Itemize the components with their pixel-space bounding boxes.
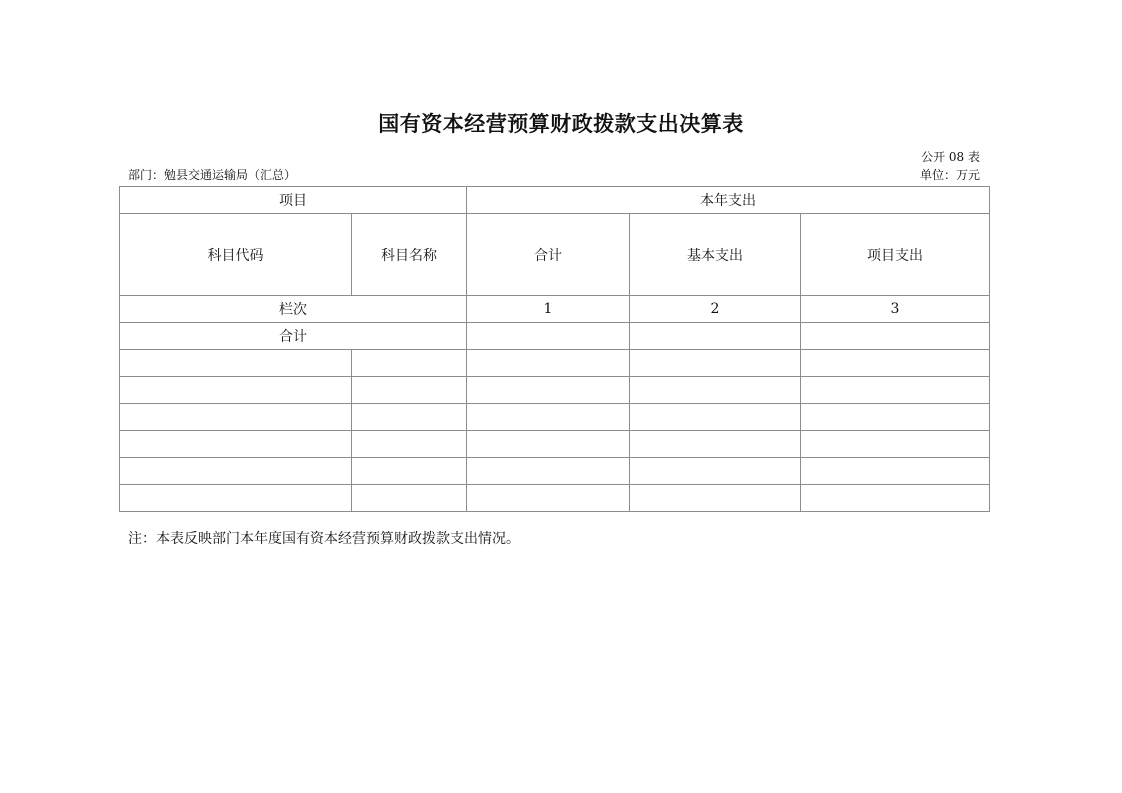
column-number-1: 1: [467, 296, 630, 323]
expenditure-table: [119, 186, 990, 512]
col-subject-code: 科目代码: [120, 214, 352, 296]
col-project-expenditure: 项目支出: [801, 214, 990, 296]
col-basic-expenditure: 基本支出: [630, 214, 801, 296]
column-number-3: 3: [801, 296, 990, 323]
table-cell: [801, 377, 990, 404]
table-cell: [630, 350, 801, 377]
form-number: 公开 08 表: [921, 150, 980, 164]
table-cell: [352, 431, 467, 458]
table-cell: [120, 458, 352, 485]
table-cell: [467, 350, 630, 377]
table-cell: [801, 323, 990, 350]
table-cell: [467, 485, 630, 512]
table-cell: [467, 323, 630, 350]
column-number-2: 2: [630, 296, 801, 323]
table-cell: [467, 377, 630, 404]
col-total: 合计: [467, 214, 630, 296]
table-cell: [120, 350, 352, 377]
table-cell: [801, 485, 990, 512]
table-cell: [630, 485, 801, 512]
table-cell: [801, 458, 990, 485]
table-cell: [630, 431, 801, 458]
table-cell: [801, 404, 990, 431]
column-number-row: [120, 296, 990, 323]
table-cell: [467, 458, 630, 485]
header-current-year-expenditure: 本年支出: [467, 187, 990, 214]
header-project: 项目: [120, 187, 467, 214]
department-label: 部门：勉县交通运输局（汇总）: [128, 168, 297, 182]
header-row-2: [120, 214, 990, 296]
table-cell: [630, 377, 801, 404]
header-row-1: [120, 187, 990, 214]
table-cell: [630, 458, 801, 485]
table-cell: [630, 323, 801, 350]
column-number-label: 栏次: [120, 296, 467, 323]
table-row: [120, 485, 990, 512]
table-cell: [467, 431, 630, 458]
table-cell: [352, 458, 467, 485]
table-cell: [352, 377, 467, 404]
table-cell: [467, 404, 630, 431]
table-cell: [352, 350, 467, 377]
page-title: 国有资本经营预算财政拨款支出决算表: [378, 111, 744, 136]
table-cell: [120, 485, 352, 512]
table-cell: [801, 350, 990, 377]
table-row: [120, 350, 990, 377]
col-subject-name: 科目名称: [352, 214, 467, 296]
footnote: 注：本表反映部门本年度国有资本经营预算财政拨款支出情况。: [128, 531, 520, 547]
table-cell: [120, 431, 352, 458]
table-row: [120, 404, 990, 431]
table-cell: [120, 377, 352, 404]
table-cell: [120, 404, 352, 431]
table-cell: [801, 431, 990, 458]
table-cell: [630, 404, 801, 431]
table-cell: [352, 485, 467, 512]
unit-label: 单位：万元: [919, 168, 980, 182]
total-row-label: 合计: [120, 323, 467, 350]
total-row: [120, 323, 990, 350]
table-row: [120, 431, 990, 458]
table-cell: [352, 404, 467, 431]
table-row: [120, 377, 990, 404]
table-row: [120, 458, 990, 485]
